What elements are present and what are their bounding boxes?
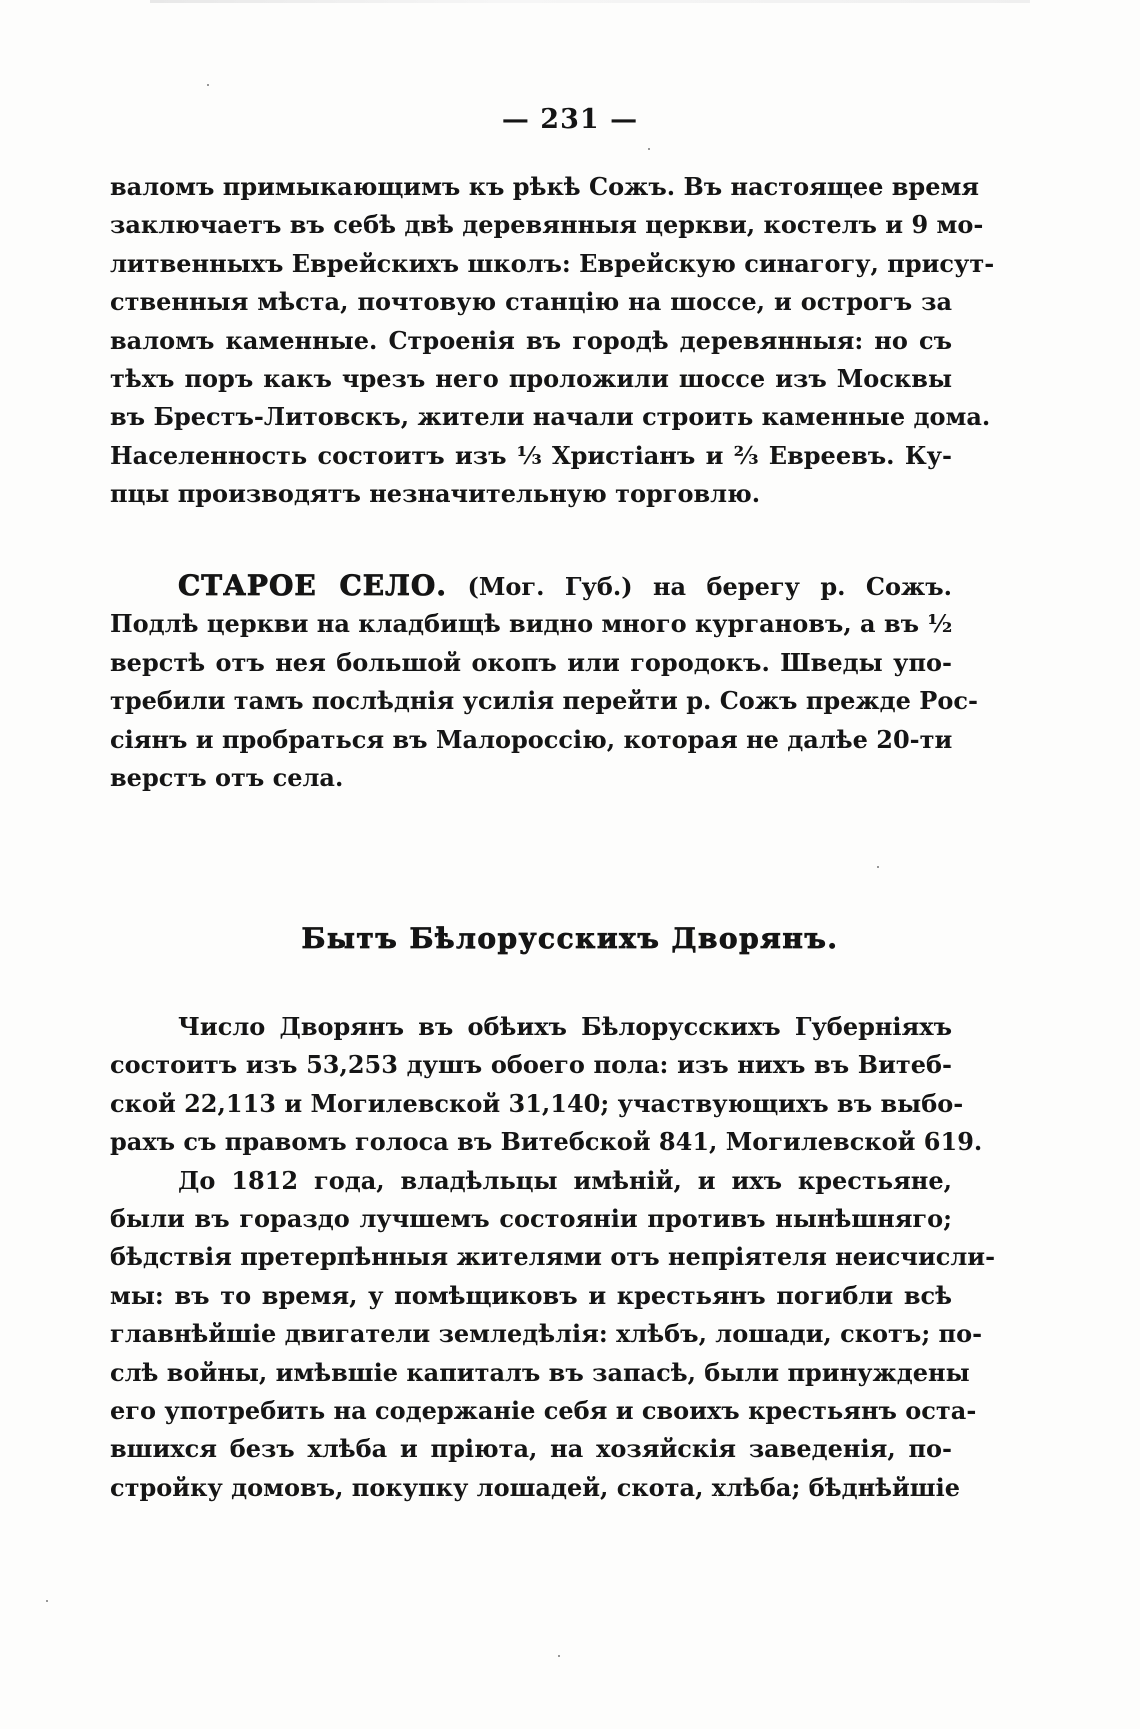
paragraph-continuation	[110, 168, 995, 514]
text-line: вшихся безъ хлѣба и пріюта, на хозяйскія заведенія, по-	[110, 1434, 952, 1464]
scan-speck	[46, 1600, 48, 1602]
text-line: ственныя мѣста, почтовую станцію на шоссе, и острогъ за	[110, 287, 952, 317]
text-line: тѣхъ поръ какъ чрезъ него проложили шоссе изъ Москвы	[110, 363, 952, 393]
text-line: верстъ отъ села.	[110, 762, 344, 792]
text-line: Населенность состоитъ изъ ⅓ Христіанъ и ⅔ Евреевъ. Ку-	[110, 440, 952, 470]
text-line: пцы производятъ незначительную торговлю.	[110, 479, 761, 509]
text-line: Число Дворянъ въ обѣихъ Бѣлорусскихъ Губерніяхъ	[178, 1012, 952, 1041]
text-line: валомъ примыкающимъ къ рѣкѣ Сожъ. Въ настоящее время	[110, 172, 980, 201]
text-line: литвенныхъ Еврейскихъ школъ: Еврейскую синагогу, присут-	[110, 248, 995, 278]
text-line: слѣ войны, имѣвшіе капиталъ въ запасѣ, были принуждены	[110, 1357, 970, 1387]
text-line: сіянъ и пробраться въ Малороссію, которая не далѣе 20-ти	[110, 724, 953, 754]
text-line: Подлѣ церкви на кладбищѣ видно много кургановъ, а въ ½	[110, 609, 953, 639]
text-line: ской 22,113 и Могилевской 31,140; участвующихъ въ выбо-	[110, 1088, 964, 1118]
scan-speck	[648, 148, 650, 150]
entry-title: СТАРОЕ СЕЛО.	[178, 569, 448, 602]
scan-speck	[877, 866, 879, 868]
text-line: рахъ съ правомъ голоса въ Витебской 841, Могилевской 619.	[110, 1127, 983, 1157]
page-number: — 231 —	[501, 104, 639, 135]
text-line: До 1812 года, владѣльцы имѣній, и ихъ крестьяне,	[178, 1165, 952, 1195]
page-top-edge-shadow	[150, 0, 1030, 3]
text-line: требили тамъ послѣднія усилія перейти р. Сожъ прежде Рос-	[110, 686, 978, 716]
section-body	[110, 1008, 996, 1507]
section-heading: Бытъ Бѣлорусскихъ Дворянъ.	[301, 922, 839, 955]
entry-first-line	[110, 567, 952, 605]
text-line: въ Брестъ-Литовскъ, жители начали строить каменные дома.	[110, 402, 991, 432]
text-line: были въ гораздо лучшемъ состояніи противъ нынѣшняго;	[110, 1203, 952, 1233]
text-line: главнѣйшіе двигатели земледѣлія: хлѣбъ, лошади, скотъ; по-	[110, 1319, 983, 1349]
text-line: валомъ каменные. Строенія въ городѣ деревянныя: но съ	[110, 325, 952, 355]
text-line: верстѣ отъ нея большой окопъ или городокъ. Шведы упо-	[110, 647, 952, 677]
text-line: состоитъ изъ 53,253 душъ обоего пола: изъ нихъ въ Витеб-	[110, 1050, 952, 1080]
text-line: стройку домовъ, покупку лошадей, скота, хлѣба; бѣднѣйшіе	[110, 1472, 960, 1502]
entry-staroe-selo	[110, 567, 978, 797]
entry-first-line-text: (Мог. Губ.) на берегу р. Сожъ.	[467, 572, 952, 601]
text-line: заключаетъ въ себѣ двѣ деревянныя церкви, костелъ и 9 мо-	[110, 210, 984, 240]
scan-speck	[558, 1655, 560, 1657]
text-line: мы: въ то время, у помѣщиковъ и крестьянъ погибли всѣ	[110, 1280, 952, 1310]
scan-speck	[207, 84, 209, 86]
text-line: бѣдствія претерпѣнныя жителями отъ непріятеля неисчисли-	[110, 1242, 996, 1272]
text-line: его употребить на содержаніе себя и своихъ крестьянъ оста-	[110, 1395, 977, 1425]
